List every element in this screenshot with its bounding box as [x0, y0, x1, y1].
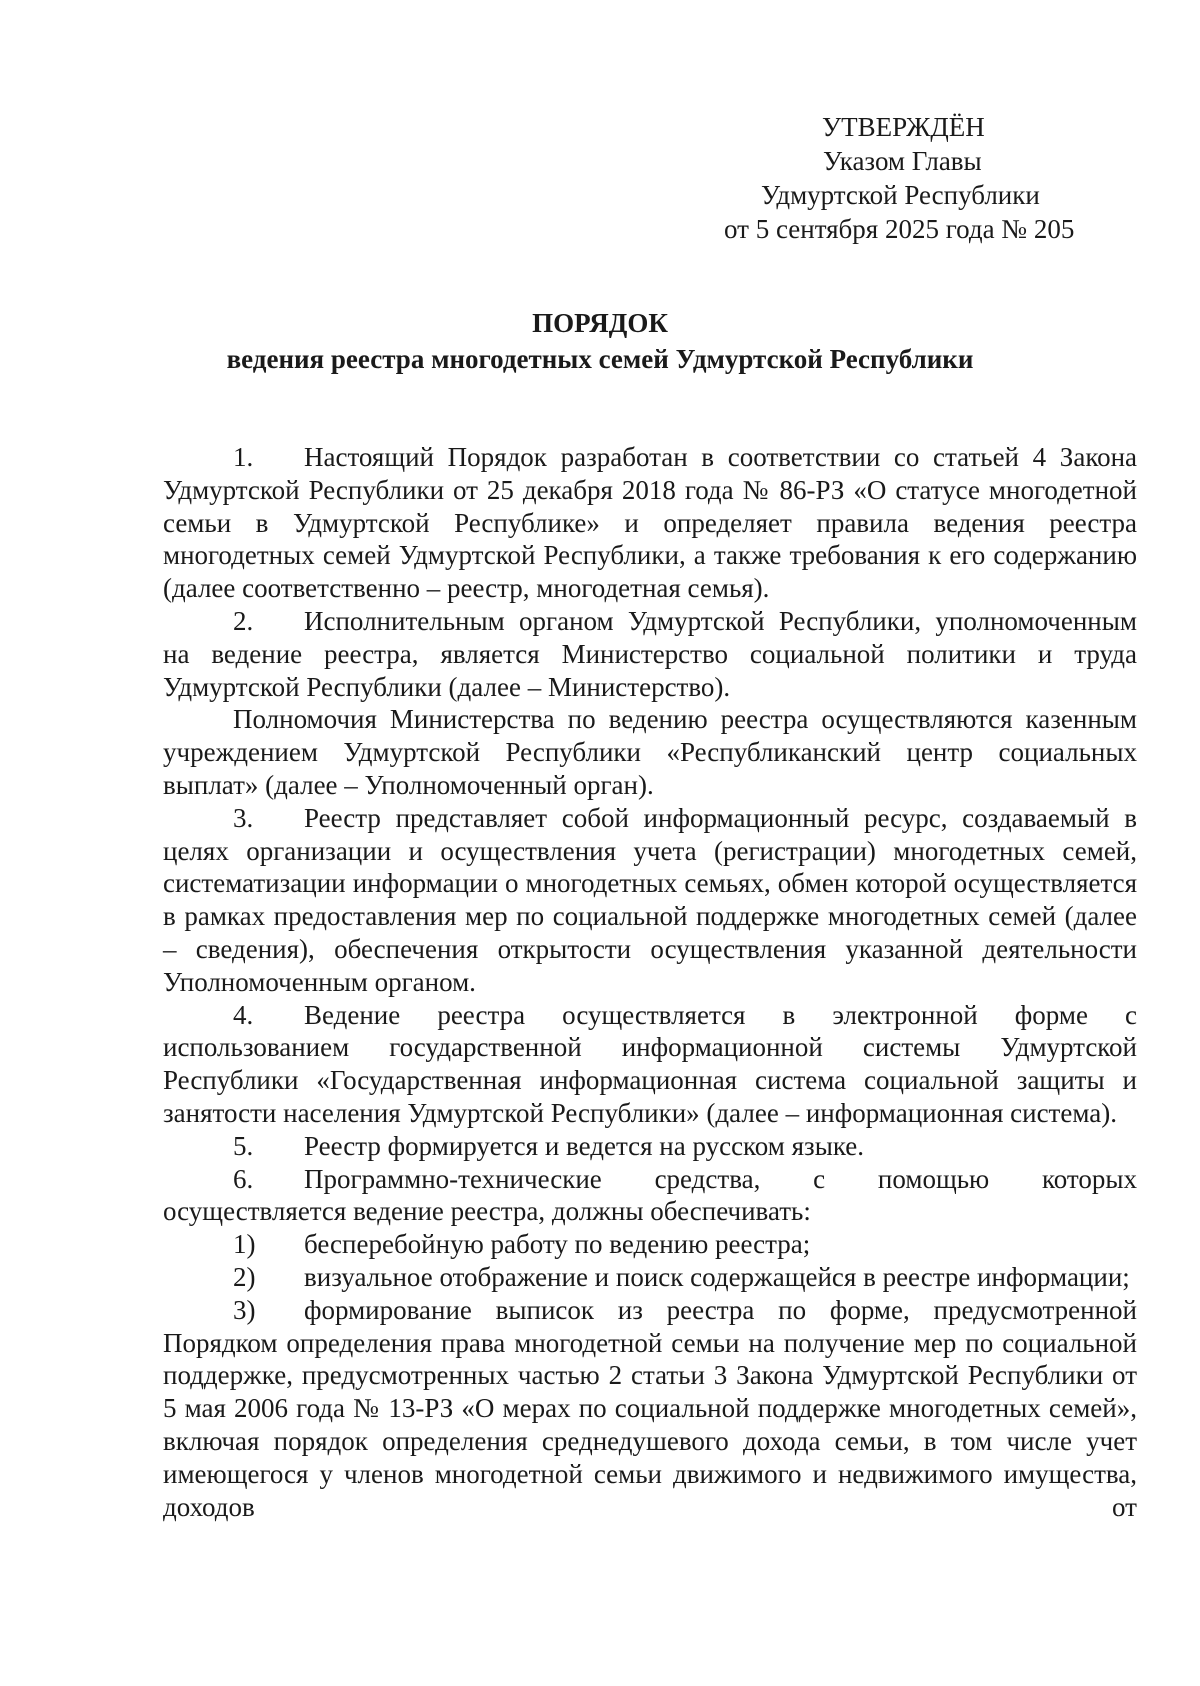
list-item — [163, 1228, 1137, 1261]
approval-stamp — [660, 110, 1120, 246]
paragraph-number: 3. — [233, 802, 254, 833]
paragraph-text: Полномочия Министерства по ведению реестра осуществляются казенным учреждением Удмуртской Республики «Республиканский центр социальных выплат» (далее – Уполномоченный орган). — [163, 704, 1137, 800]
list-item — [163, 1294, 1137, 1524]
paragraph-text: Реестр формируется и ведется на русском языке. — [304, 1130, 865, 1161]
document-heading — [150, 305, 1050, 377]
paragraph — [163, 605, 1137, 703]
document-body — [163, 441, 1137, 1523]
paragraph-text: Программно-технические средства, с помощью которых осуществляется ведение реестра, должны обеспечивать: — [163, 1163, 1137, 1227]
paragraph-text: Настоящий Порядок разработан в соответствии со статьей 4 Закона Удмуртской Республики от 25 декабря 2018 года № 86-РЗ «О статусе многодетной семьи в Удмуртской Республике» и определяет правила ведения реестра многодетных семей Удмуртской Республики, а также требования к его содержанию (далее соответственно – реестр, многодетная семья). — [163, 442, 1137, 604]
list-item-number: 3) — [233, 1294, 256, 1325]
paragraph — [163, 441, 1137, 605]
paragraph — [163, 703, 1137, 801]
approval-line-decree: Указом Главы — [823, 146, 982, 176]
paragraph-number: 1. — [233, 442, 254, 472]
document-subtitle: ведения реестра многодетных семей Удмуртской Республики — [226, 344, 974, 374]
paragraph — [163, 802, 1137, 999]
paragraph — [163, 1130, 1137, 1163]
paragraph-number: 2. — [233, 605, 254, 636]
paragraph-text: Реестр представляет собой информационный ресурс, создаваемый в целях организации и осуществления учета (регистрации) многодетных семей, систематизации информации о многодетных семьях, обмен которой осуществляется в рамках предоставления мер по социальной поддержке многодетных семей (далее – сведения), обеспечения открытости осуществления указанной деятельности Уполномоченным органом. — [163, 802, 1137, 997]
paragraph — [163, 999, 1137, 1130]
list-item-text: визуальное отображение и поиск содержащейся в реестре информации; — [304, 1261, 1130, 1292]
paragraph-text: Ведение реестра осуществляется в электронной форме с использованием государственной информационной системы Удмуртской Республики «Государственная информационная система социальной защиты и занятости населения Удмуртской Республики» (далее – информационная система). — [163, 999, 1137, 1128]
list-item-number: 1) — [233, 1229, 256, 1260]
paragraph — [163, 1163, 1137, 1229]
list-item-text: бесперебойную работу по ведению реестра; — [304, 1229, 811, 1260]
document-title: ПОРЯДОК — [532, 308, 668, 338]
paragraph-number: 4. — [233, 999, 254, 1030]
approval-line-republic: Удмуртской Республики — [761, 180, 1040, 210]
paragraph-number: 6. — [233, 1163, 254, 1194]
approval-line-approved: УТВЕРЖДЁН — [822, 112, 985, 142]
approval-line-date: от 5 сентября 2025 года № 205 — [724, 214, 1075, 244]
list-item — [163, 1261, 1137, 1294]
list-item-number: 2) — [233, 1261, 256, 1292]
paragraph-number: 5. — [233, 1130, 254, 1161]
list-item-text: формирование выписок из реестра по форме, предусмотренной Порядком определения права многодетной семьи на получение мер по социальной поддержке, предусмотренных частью 2 статьи 3 Закона Удмуртской Республики от 5 мая 2006 года № 13-РЗ «О мерах по социальной поддержке многодетных семей», включая порядок определения среднедушевого дохода семьи, в том числе учет имеющегося у членов многодетной семьи движимого и недвижимого имущества, доходов от — [163, 1294, 1137, 1522]
paragraph-text: Исполнительным органом Удмуртской Республики, уполномоченным на ведение реестра, является Министерство социальной политики и труда Удмуртской Республики (далее – Министерство). — [163, 605, 1137, 702]
